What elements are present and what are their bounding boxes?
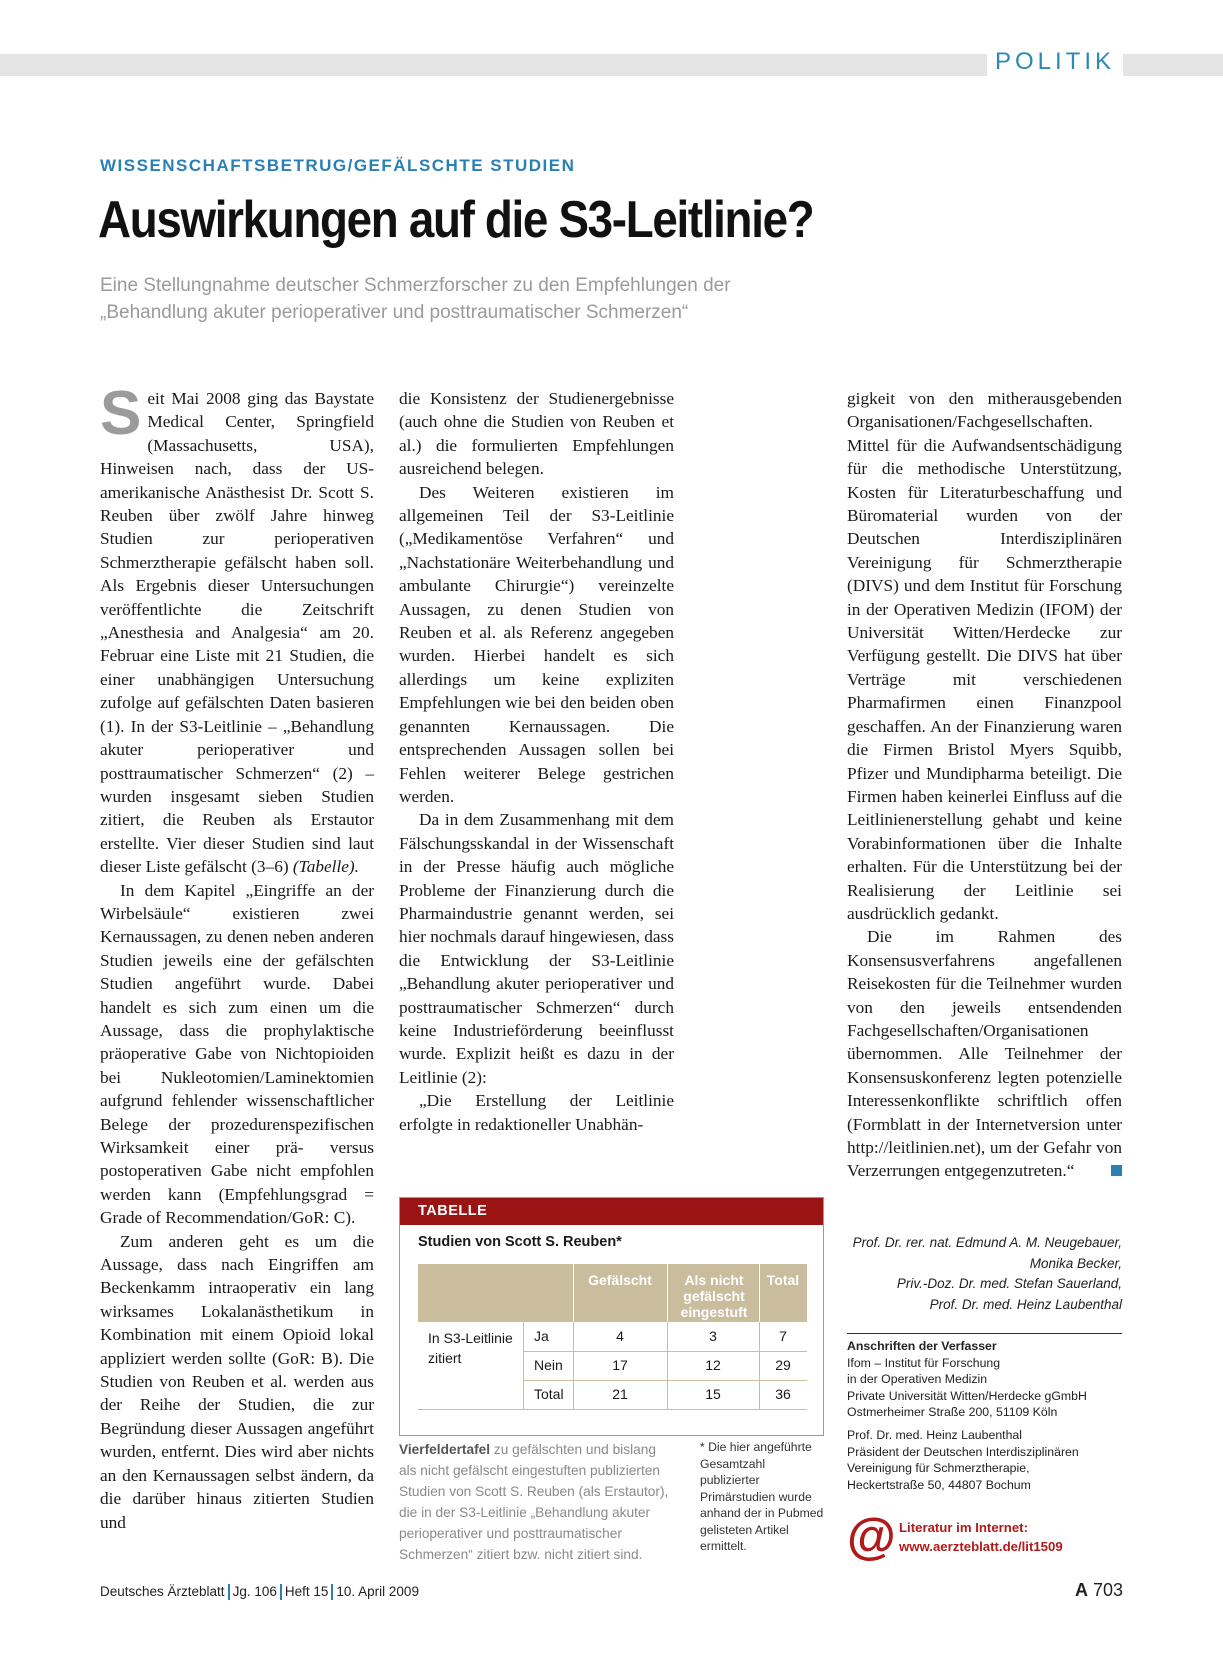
address-line: Ifom – Institut für Forschung (847, 1355, 1001, 1370)
paragraph (847, 925, 1122, 1182)
article-title: Auswirkungen auf die S3-Leitlinie? (98, 191, 814, 249)
table-cell: 4 (616, 1328, 624, 1344)
page-prefix: A (1074, 1580, 1088, 1600)
table-header-row (418, 1264, 807, 1322)
paragraph: Zum anderen geht es um die Aussage, dass nach Eingriffen am Beckenkamm intraoperativ ein lang wirksames Lokalanästhetikum in Kombination mit einem Opioid lokal appliziert werden sollte (GoR: B). Die Studien von Reuben et al. werden aus der Reihe der Studien, die zur Begründung dieser Aussagen angeführt wurden, entfernt. Dies wird aber nichts an den Kernaussagen selbst ändern, da die darüber hinaus zitierten Studien und (100, 1231, 374, 1532)
paragraph: gigkeit von den mitherausgebenden Organisationen/Fachgesellschaften. Mittel für die Aufwandsentschädigung für die methodische Unterstützung, Kosten für Literaturbeschaffung und Büromaterial wurden von der Deutschen Interdisziplinären Vereinigung für Schmerztherapie (DIVS) und dem Institut für Forschung in der Operativen Medizin (IFOM) der Universität Witten/Herdecke zur Verfügung gestellt. Die DIVS hat über Verträge mit verschiedenen Pharmafirmen einen Finanzpool geschaffen. An der Finanzierung waren die Firmen Bristol Myers Squibb, Pfizer und Mundipharma beteiligt. Die Firmen haben keinerlei Einfluss auf die Leitlinienerstellung gehabt und keine Vorabinformationen über die Inhalte erhalten. Für die Unterstützung bei der Realisierung der Leitlinie sei ausdrücklich gedankt. (847, 389, 1122, 923)
author: Prof. Dr. med. Heinz Laubenthal (929, 1296, 1122, 1312)
address-line: Prof. Dr. med. Heinz Laubenthal (847, 1427, 1022, 1442)
table-box (399, 1197, 824, 1436)
table-cell: 21 (612, 1386, 628, 1402)
article-kicker: WISSENSCHAFTSBETRUG/GEFÄLSCHTE STUDIEN (100, 156, 576, 175)
issue-date: 10. April 2009 (336, 1584, 419, 1599)
subtitle-line: „Behandlung akuter perioperativer und posttraumatischer Schmerzen“ (100, 302, 689, 323)
row-label: Nein (534, 1357, 563, 1373)
table-cell: 7 (779, 1328, 787, 1344)
literature-text (899, 1519, 1063, 1556)
addresses-heading: Anschriften der Verfasser (847, 1339, 997, 1353)
column-header: Total (766, 1272, 800, 1288)
subtitle-line: Eine Stellungnahme deutscher Schmerzforscher zu den Empfehlungen der (100, 275, 731, 296)
author: Prof. Dr. rer. nat. Edmund A. M. Neugebauer, (852, 1235, 1122, 1250)
caption-label: Vierfeldertafel (399, 1442, 491, 1457)
author-list (820, 1233, 1122, 1315)
literature-link-box (847, 1508, 1122, 1564)
issue: Heft 15 (284, 1584, 329, 1599)
author: Priv.-Doz. Dr. med. Stefan Sauerland, (896, 1276, 1122, 1291)
table-body (418, 1322, 807, 1409)
literature-url[interactable]: www.aerzteblatt.de/lit1509 (899, 1538, 1063, 1554)
caption-text: zu gefälschten und bislang als nicht gefälscht eingestuften publizierten Studien von Scott S. Reuben (als Erstautor), die in der S3-Leitlinie „Behandlung akuter perioperativer und posttraumatischer Schmerzen“ zitiert bzw. nicht zitiert sind. (399, 1442, 669, 1562)
literature-label: Literatur im Internet: (899, 1520, 1028, 1535)
address-block (847, 1355, 1122, 1421)
paragraph: Des Weiteren existieren im allgemeinen Teil der S3-Leitlinie („Medikamentöse Verfahren“ und „Nachstationäre Weiterbehandlung und ambulante Chirurgie“) vereinzelte Aussagen, zu denen Studien von Reuben et al. als Referenz angegeben wurden. Hierbei handelt es sich allerdings um keine expliziten Empfehlungen wie bei den beiden oben genannten Kernaussagen. Die entsprechenden Aussagen sollen bei Fehlen weiterer Belege gestrichen werden. (399, 482, 674, 806)
column-header: Gefälscht (588, 1272, 652, 1288)
table-row (418, 1351, 807, 1380)
article-subtitle (100, 272, 1000, 326)
row-group-label: In S3-Leitlinie zitiert (428, 1330, 513, 1366)
page-value: 703 (1092, 1580, 1123, 1600)
paragraph: In dem Kapitel „Eingriffe an der Wirbelsäule“ existieren zwei Kernaussagen, zu denen neben anderen Studien jeweils eine der gefälschten Studien angeführt wurde. Dabei handelt es sich zum einen um die Aussage, dass die prophylaktische präoperative Gabe von Nichtopioiden bei Nukleotomien/Laminektomien aufgrund fehlender wissenschaftlicher Belege der prozedurenspezifischen Wirksamkeit einer prä- versus postoperativen Gabe nicht empfohlen werden kann (Empfehlungsgrad = Grade of Recommendation/GoR: C). (100, 880, 374, 1228)
section-label: POLITIK (987, 48, 1123, 76)
table-cell: 29 (775, 1357, 791, 1373)
paragraph (100, 379, 374, 879)
address-line: Präsident der Deutschen Interdisziplinären (847, 1444, 1079, 1459)
drop-cap: S (100, 379, 142, 448)
column-header: Als nicht gefälscht eingestuft (680, 1272, 748, 1320)
paragraph-text: eit Mai 2008 ging das Baystate Medical Center, Springfield (Massachusetts, USA), Hinweisen nach, dass der US-amerikanische Anästhesist Dr. Scott S. Reuben über zwölf Jahre hinweg Studien zur perioperativen Schmerztherapie gefälscht haben soll. Als Ergebnis dieser Untersuchungen veröffentlichte die Zeitschrift „Anesthesia and Analgesia“ am 20. Februar eine Liste mit 21 Studien, die einer unabhängigen Untersuchung zufolge auf gefälschten Daten basieren (1). In der S3-Leitlinie – „Behandlung akuter perioperativer und posttraumatischer Schmerzen“ (2) – wurden insgesamt sieben Studien zitiert, die Reuben als Erstautor erstellte. Vier dieser Studien sind laut dieser Liste gefälscht (3–6) (100, 389, 374, 877)
end-mark-icon (1111, 1165, 1122, 1176)
address-line: Vereinigung für Schmerztherapie, (847, 1461, 1030, 1476)
table-reference: (Tabelle). (292, 857, 359, 877)
paragraph-text: Die im Rahmen des Konsensusverfahrens angefallenen Reisekosten für die Teilnehmer wurden von den jeweils entsendenden Fachgesellschaften/Organisationen übernommen. Alle Teilnehmer der Konsensuskonferenz legten potenzielle Interessenkonflikte schriftlich offen (Formblatt in der Internetversion unter http://leitlinien.net), um der Gefahr von Verzerrungen entgegenzutreten.“ (847, 927, 1122, 1181)
paragraph: die Konsistenz der Studienergebnisse (auch ohne die Studien von Reuben et al.) die formulierten Empfehlungen ausreichend belegen. (399, 389, 674, 479)
data-table (418, 1264, 807, 1409)
text-column-1 (100, 379, 374, 1534)
address-line: Private Universität Witten/Herdecke gGmbH (847, 1388, 1087, 1403)
author-addresses (847, 1333, 1122, 1499)
table-tag: TABELLE (400, 1198, 823, 1225)
page-number (1075, 1580, 1123, 1601)
address-line: in der Operativen Medizin (847, 1372, 988, 1387)
table-cell: 15 (705, 1386, 721, 1402)
address-line: Heckertstraße 50, 44807 Bochum (847, 1477, 1031, 1492)
table-footnote: * Die hier angeführte Gesamtzahl publizierter Primärstudien wurde anhand der in Pubmed gelisteten Artikel ermittelt. (700, 1440, 824, 1553)
table-row (418, 1322, 807, 1351)
table-cell: 17 (612, 1357, 628, 1373)
author: Monika Becker, (1029, 1255, 1122, 1271)
journal-name: Deutsches Ärzteblatt (100, 1584, 225, 1599)
table-cell: 36 (775, 1386, 791, 1402)
row-label: Total (534, 1386, 564, 1402)
row-label: Ja (534, 1328, 549, 1344)
paragraph: Da in dem Zusammenhang mit dem Fälschungsskandal in der Wissenschaft in der Presse häufig auch mögliche Probleme der Finanzierung durch die Pharmaindustrie genannt werden, sei hier nochmals darauf hingewiesen, dass die Entwicklung der S3-Leitlinie „Behandlung akuter perioperativer und posttraumatischer Schmerzen“ durch keine Industrieförderung beeinflusst wurde. Explizit heißt es dazu in der Leitlinie (2): (399, 810, 674, 1087)
text-column-3 (847, 387, 1122, 1183)
table-cell: 3 (709, 1328, 717, 1344)
table-caption (399, 1439, 669, 1565)
table-cell: 12 (705, 1357, 721, 1373)
page-footer (100, 1584, 419, 1600)
address-line: Ostmerheimer Straße 200, 51109 Köln (847, 1405, 1058, 1420)
table-title: Studien von Scott S. Reuben* (418, 1234, 622, 1250)
at-sign-icon: @ (847, 1508, 896, 1564)
volume: Jg. 106 (232, 1584, 277, 1599)
address-block (847, 1427, 1122, 1493)
text-column-2 (399, 387, 674, 1136)
table-row (418, 1380, 807, 1409)
paragraph: „Die Erstellung der Leitlinie erfolgte in redaktioneller Unabhän- (399, 1091, 674, 1134)
